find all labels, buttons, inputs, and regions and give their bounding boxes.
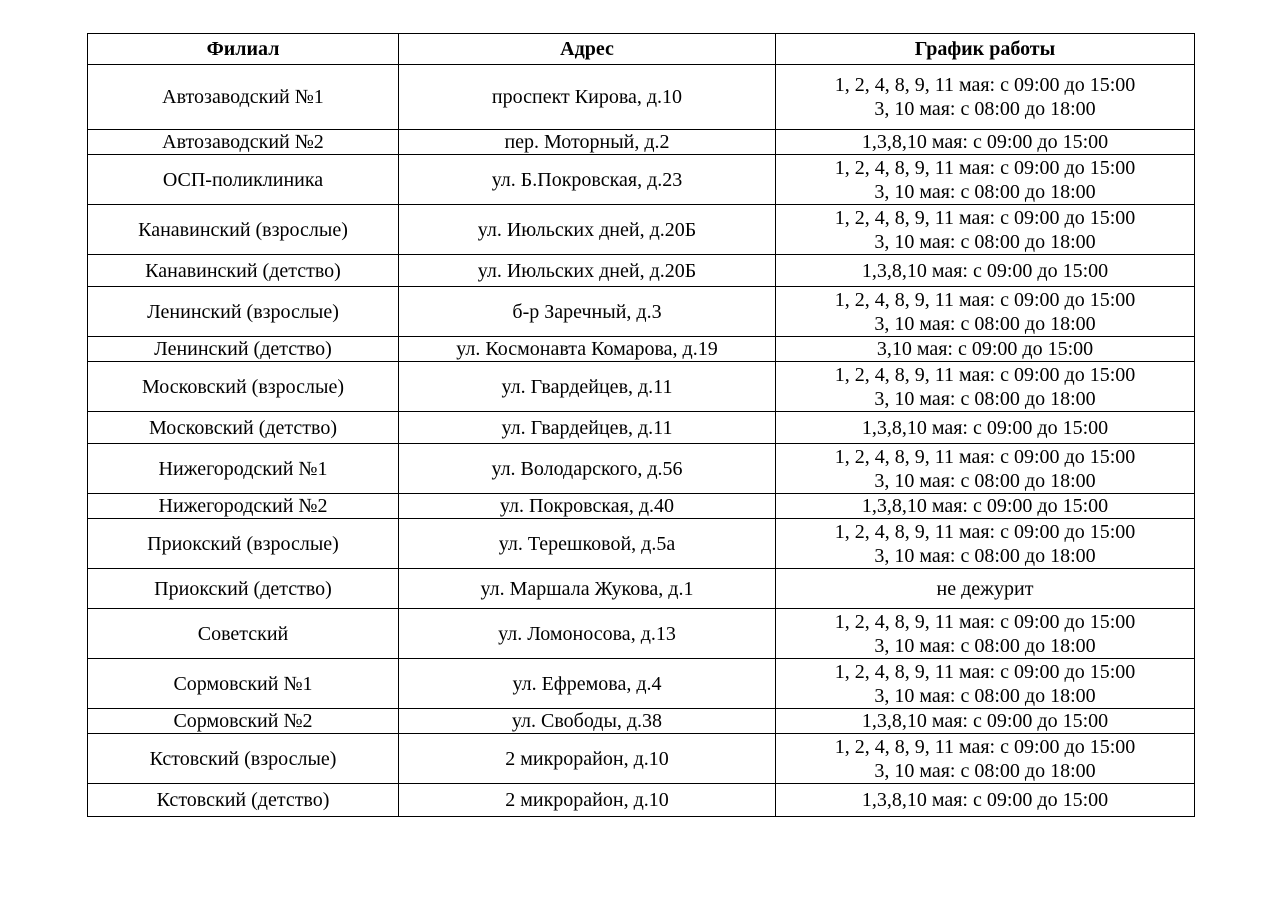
schedule-cell: [776, 65, 1195, 130]
branch-cell: Нижегородский №2: [88, 494, 399, 519]
schedule-line: 1,3,8,10 мая: с 09:00 до 15:00: [861, 259, 1109, 282]
schedule-cell: [776, 362, 1195, 412]
schedule-line: 1, 2, 4, 8, 9, 11 мая: с 09:00 до 15:00: [834, 660, 1136, 683]
schedule-line: 1,3,8,10 мая: с 09:00 до 15:00: [861, 789, 1109, 811]
schedule-cell: [776, 659, 1195, 709]
branch-cell: Приокский (детство): [88, 569, 399, 609]
branch-cell: Кстовский (детство): [88, 784, 399, 817]
schedule-line: 3, 10 мая: с 08:00 до 18:00: [874, 684, 1096, 707]
schedule-cell: [776, 155, 1195, 205]
address-cell: ул. Космонавта Комарова, д.19: [399, 337, 776, 362]
table-row: [88, 609, 1195, 659]
schedule-line: 1, 2, 4, 8, 9, 11 мая: с 09:00 до 15:00: [834, 610, 1136, 633]
branch-cell: Кстовский (взрослые): [88, 734, 399, 784]
address-cell: ул. Свободы, д.38: [399, 709, 776, 734]
schedule-line: 1, 2, 4, 8, 9, 11 мая: с 09:00 до 15:00: [834, 288, 1136, 311]
address-cell: ул. Ломоносова, д.13: [399, 609, 776, 659]
schedule-cell: [776, 734, 1195, 784]
schedule-cell: [776, 784, 1195, 817]
branch-cell: Автозаводский №2: [88, 130, 399, 155]
table-row: [88, 287, 1195, 337]
schedule-cell: [776, 287, 1195, 337]
table-row: [88, 709, 1195, 734]
address-cell: ул. Июльских дней, д.20Б: [399, 205, 776, 255]
branch-cell: Приокский (взрослые): [88, 519, 399, 569]
schedule-cell: [776, 519, 1195, 569]
table-row: [88, 337, 1195, 362]
address-cell: б-р Заречный, д.3: [399, 287, 776, 337]
table-row: [88, 659, 1195, 709]
branch-cell: Сормовский №2: [88, 709, 399, 734]
branch-cell: Автозаводский №1: [88, 65, 399, 130]
address-cell: ул. Володарского, д.56: [399, 444, 776, 494]
address-cell: ул. Гвардейцев, д.11: [399, 362, 776, 412]
schedule-line: 3, 10 мая: с 08:00 до 18:00: [874, 759, 1096, 782]
column-header-schedule: График работы: [776, 34, 1195, 65]
branch-cell: Канавинский (взрослые): [88, 205, 399, 255]
table-row: [88, 255, 1195, 287]
branch-cell: Канавинский (детство): [88, 255, 399, 287]
branch-cell: Советский: [88, 609, 399, 659]
table-row: [88, 130, 1195, 155]
address-cell: проспект Кирова, д.10: [399, 65, 776, 130]
table-row: [88, 569, 1195, 609]
schedule-line: 1, 2, 4, 8, 9, 11 мая: с 09:00 до 15:00: [834, 156, 1136, 179]
address-cell: ул. Покровская, д.40: [399, 494, 776, 519]
table-body: [88, 65, 1195, 817]
schedule-line: 1,3,8,10 мая: с 09:00 до 15:00: [861, 495, 1109, 517]
branch-cell: Московский (взрослые): [88, 362, 399, 412]
schedule-line: не дежурит: [936, 577, 1034, 600]
schedule-line: 1,3,8,10 мая: с 09:00 до 15:00: [861, 710, 1109, 732]
schedule-line: 3, 10 мая: с 08:00 до 18:00: [874, 634, 1096, 657]
table-row: [88, 444, 1195, 494]
table-row: [88, 784, 1195, 817]
schedule-line: 1, 2, 4, 8, 9, 11 мая: с 09:00 до 15:00: [834, 520, 1136, 543]
address-cell: пер. Моторный, д.2: [399, 130, 776, 155]
table-row: [88, 494, 1195, 519]
schedule-line: 1, 2, 4, 8, 9, 11 мая: с 09:00 до 15:00: [834, 363, 1136, 386]
schedule-line: 1, 2, 4, 8, 9, 11 мая: с 09:00 до 15:00: [834, 445, 1136, 468]
schedule-cell: [776, 609, 1195, 659]
schedule-line: 3, 10 мая: с 08:00 до 18:00: [874, 312, 1096, 335]
address-cell: ул. Терешковой, д.5а: [399, 519, 776, 569]
column-header-address: Адрес: [399, 34, 776, 65]
table-header-row: [88, 34, 1195, 65]
schedule-line: 1,3,8,10 мая: с 09:00 до 15:00: [861, 416, 1109, 439]
table-row: [88, 205, 1195, 255]
table-row: [88, 362, 1195, 412]
branch-cell: Московский (детство): [88, 412, 399, 444]
column-header-branch: Филиал: [88, 34, 399, 65]
schedule-cell: [776, 337, 1195, 362]
branch-cell: Ленинский (взрослые): [88, 287, 399, 337]
address-cell: 2 микрорайон, д.10: [399, 784, 776, 817]
schedule-line: 1, 2, 4, 8, 9, 11 мая: с 09:00 до 15:00: [834, 74, 1136, 96]
branch-cell: ОСП-поликлиника: [88, 155, 399, 205]
schedule-line: 3, 10 мая: с 08:00 до 18:00: [874, 544, 1096, 567]
address-cell: ул. Ефремова, д.4: [399, 659, 776, 709]
branch-cell: Ленинский (детство): [88, 337, 399, 362]
table-row: [88, 65, 1195, 130]
table-row: [88, 519, 1195, 569]
schedule-cell: [776, 255, 1195, 287]
schedule-cell: [776, 494, 1195, 519]
schedule-cell: [776, 444, 1195, 494]
table-row: [88, 412, 1195, 444]
schedule-cell: [776, 569, 1195, 609]
schedule-line: 3, 10 мая: с 08:00 до 18:00: [874, 469, 1096, 492]
schedule-line: 1, 2, 4, 8, 9, 11 мая: с 09:00 до 15:00: [834, 206, 1136, 229]
schedule-cell: [776, 205, 1195, 255]
address-cell: ул. Б.Покровская, д.23: [399, 155, 776, 205]
schedule-line: 3,10 мая: с 09:00 до 15:00: [876, 338, 1094, 360]
branch-cell: Сормовский №1: [88, 659, 399, 709]
branch-cell: Нижегородский №1: [88, 444, 399, 494]
schedule-line: 3, 10 мая: с 08:00 до 18:00: [874, 98, 1096, 120]
schedule-line: 1,3,8,10 мая: с 09:00 до 15:00: [861, 131, 1109, 153]
schedule-line: 3, 10 мая: с 08:00 до 18:00: [874, 387, 1096, 410]
schedule-line: 3, 10 мая: с 08:00 до 18:00: [874, 230, 1096, 253]
schedule-line: 3, 10 мая: с 08:00 до 18:00: [874, 180, 1096, 203]
table-row: [88, 155, 1195, 205]
schedule-cell: [776, 709, 1195, 734]
address-cell: 2 микрорайон, д.10: [399, 734, 776, 784]
schedule-cell: [776, 412, 1195, 444]
schedule-line: 1, 2, 4, 8, 9, 11 мая: с 09:00 до 15:00: [834, 735, 1136, 758]
table-row: [88, 734, 1195, 784]
schedule-cell: [776, 130, 1195, 155]
address-cell: ул. Гвардейцев, д.11: [399, 412, 776, 444]
address-cell: ул. Июльских дней, д.20Б: [399, 255, 776, 287]
branch-schedule-table: [87, 33, 1195, 817]
address-cell: ул. Маршала Жукова, д.1: [399, 569, 776, 609]
